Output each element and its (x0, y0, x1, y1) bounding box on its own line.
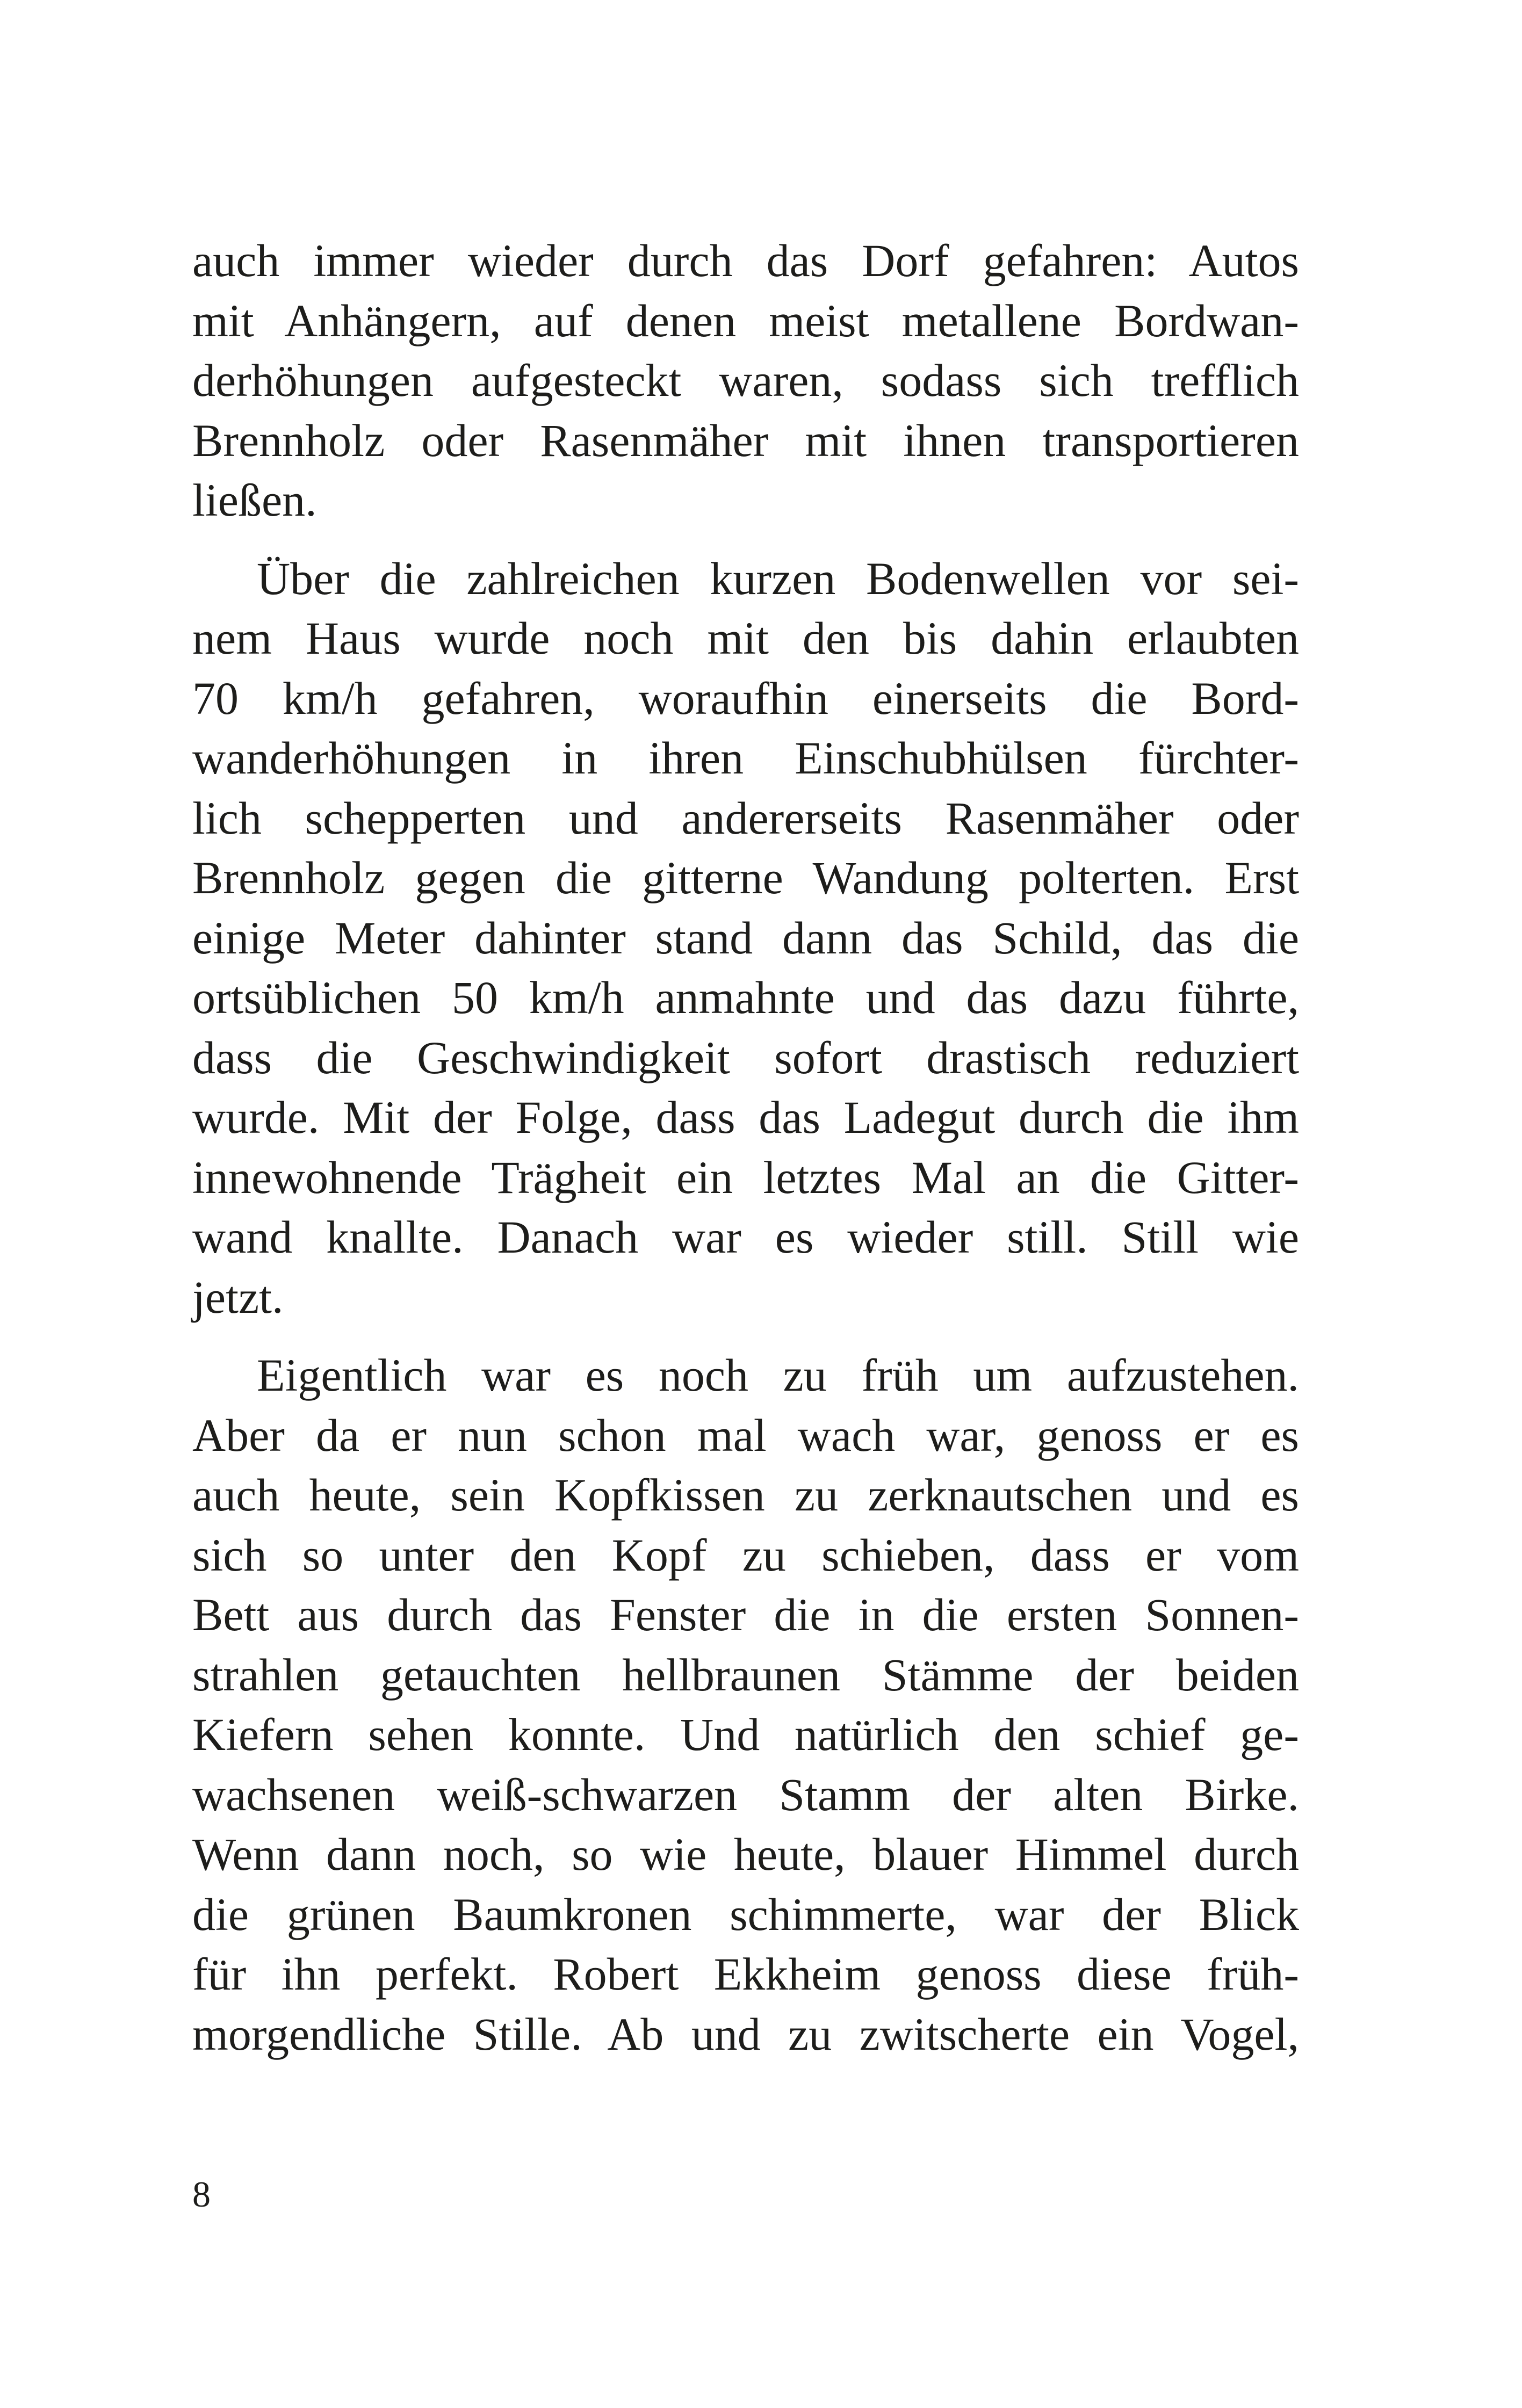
text-line: derhöhungen aufgesteckt waren, sodass sich trefflich (192, 355, 1299, 406)
text-line: mit Anhängern, auf denen meist metallene Bordwan- (192, 294, 1299, 346)
text-line: wanderhöhungen in ihren Einschubhülsen fürchter- (192, 732, 1299, 784)
paragraph-1 (192, 231, 1299, 531)
text-line: Bett aus durch das Fenster die in die ersten Sonnen- (192, 1589, 1299, 1640)
text-line: für ihn perfekt. Robert Ekkheim genoss diese früh- (192, 1948, 1299, 2000)
text-line: jetzt. (192, 1271, 284, 1323)
text-line: dass die Geschwindigkeit sofort drastisch reduziert (192, 1031, 1299, 1083)
text-line: 70 km/h gefahren, woraufhin einerseits die Bord- (192, 672, 1299, 724)
text-line: innewohnende Trägheit ein letztes Mal an die Gitter- (192, 1151, 1299, 1203)
text-line: Wenn dann noch, so wie heute, blauer Himmel durch (192, 1828, 1299, 1880)
text-line: Über die zahlreichen kurzen Bodenwellen vor sei- (257, 552, 1299, 604)
text-line: ortsüblichen 50 km/h anmahnte und das dazu führte, (192, 972, 1299, 1023)
text-line: morgendliche Stille. Ab und zu zwitscherte ein Vogel, (192, 2008, 1299, 2060)
text-line: strahlen getauchten hellbraunen Stämme der beiden (192, 1648, 1299, 1701)
text-line: lich schepperten und andererseits Rasenmäher oder (192, 792, 1299, 844)
paragraph-spacing (192, 1327, 1299, 1346)
paragraph-3 (192, 1346, 1299, 2064)
page-number: 8 (192, 2174, 211, 2215)
text-line: Eigentlich war es noch zu früh um aufzustehen. (257, 1349, 1299, 1401)
paragraph-spacing (192, 531, 1299, 549)
text-line: auch immer wieder durch das Dorf gefahren: Autos (192, 235, 1299, 286)
text-line: sich so unter den Kopf zu schieben, dass er vom (192, 1529, 1299, 1581)
text-line: wachsenen weiß-schwarzen Stamm der alten Birke. (192, 1768, 1299, 1820)
text-line: die grünen Baumkronen schimmerte, war der Blick (192, 1888, 1299, 1940)
text-line: ließen. (192, 474, 317, 526)
text-line: auch heute, sein Kopfkissen zu zerknautschen und es (192, 1469, 1299, 1521)
text-line: Aber da er nun schon mal wach war, genoss er es (192, 1409, 1299, 1461)
text-line: Brennholz oder Rasenmäher mit ihnen transportieren (192, 414, 1299, 466)
text-line: wurde. Mit der Folge, dass das Ladegut durch die ihm (192, 1091, 1299, 1143)
paragraph-2 (192, 549, 1299, 1328)
text-line: nem Haus wurde noch mit den bis dahin erlaubten (192, 612, 1299, 664)
text-line: Kiefern sehen konnte. Und natürlich den schief ge- (192, 1709, 1299, 1760)
text-line: Brennholz gegen die gitterne Wandung polterten. Erst (192, 852, 1299, 903)
body-text (192, 231, 1299, 2064)
text-line: wand knallte. Danach war es wieder still. Still wie (192, 1211, 1299, 1263)
text-line: einige Meter dahinter stand dann das Schild, das die (192, 912, 1299, 964)
